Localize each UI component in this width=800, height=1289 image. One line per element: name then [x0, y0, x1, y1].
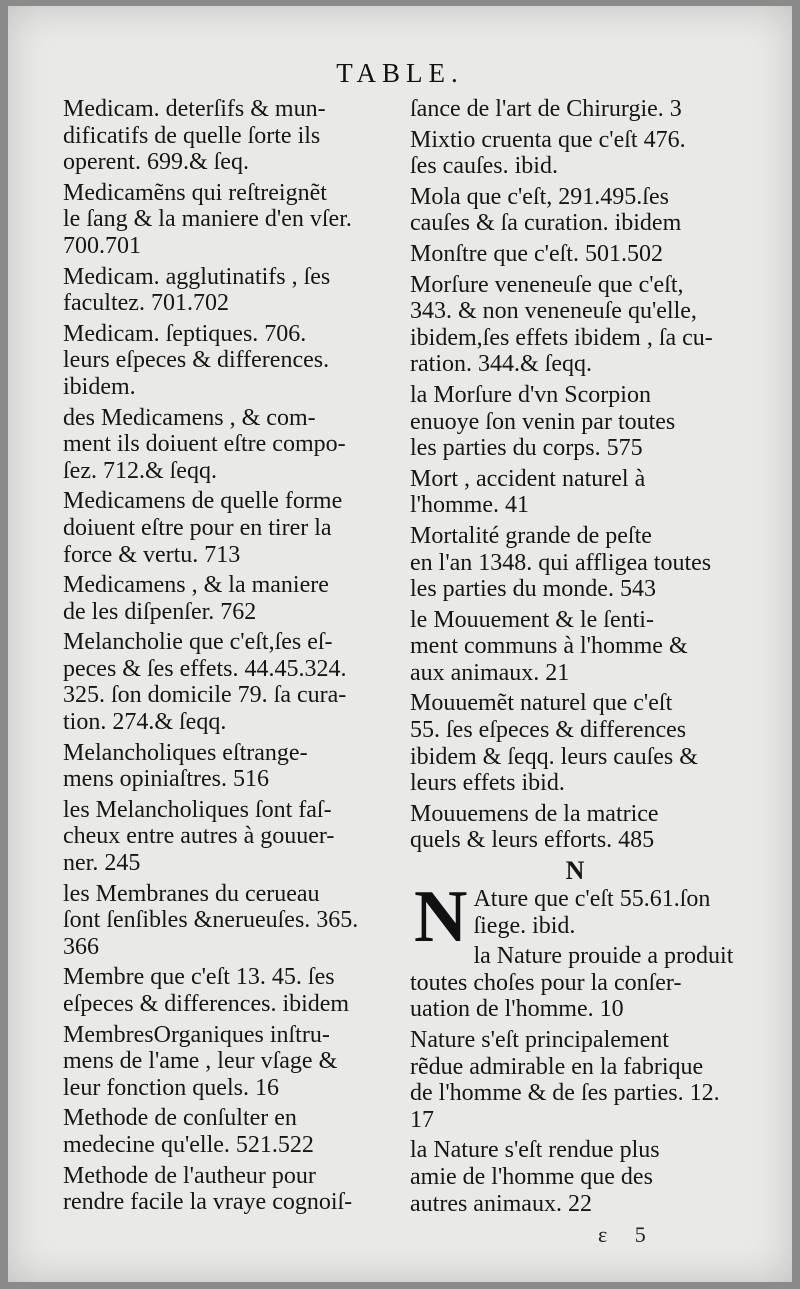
entry-line: Membre que c'eſt 13. 45. ſes	[63, 964, 335, 991]
entry-line: ſez. 712.& ſeqq.	[63, 457, 217, 484]
entry-line: 325. ſon domicile 79. ſa cura-	[63, 682, 347, 709]
entry-line: toutes choſes pour la conſer-	[410, 969, 682, 996]
entry-line: facultez. 701.702	[63, 290, 229, 317]
entry-line: Methode de conſulter en	[63, 1105, 297, 1132]
entry-line: ſiege. ibid.	[473, 912, 576, 939]
entry-line: cauſes & ſa curation. ibidem	[410, 210, 682, 237]
index-entry	[410, 184, 740, 237]
entry-line: rẽdue admirable en la fabrique	[410, 1053, 704, 1080]
index-entry	[63, 740, 403, 793]
entry-line: les Melancholiques ſont faſ-	[63, 796, 332, 823]
entry-line: Nature s'eſt principalement	[410, 1027, 669, 1053]
entry-line: MembresOrganiques inſtru-	[63, 1021, 330, 1048]
entry-line: cheux entre autres à gouuer-	[63, 823, 335, 850]
index-entry	[63, 96, 403, 176]
book-page	[8, 6, 792, 1282]
entry-line: enuoye ſon venin par toutes	[410, 408, 676, 435]
signature-mark	[598, 1222, 668, 1248]
entry-line: 55. ſes eſpeces & differences	[410, 717, 687, 744]
index-entry	[410, 690, 740, 796]
entry-line: quels & leurs efforts. 485	[410, 827, 655, 854]
signature-number: 5	[634, 1222, 646, 1247]
entry-line: la Nature s'eſt rendue plus	[410, 1137, 660, 1164]
entry-line: tion. 274.& ſeqq.	[63, 709, 227, 736]
index-column-left	[63, 96, 403, 1220]
entry-line: ner. 245	[63, 850, 141, 877]
entry-line: Morſure veneneuſe que c'eſt,	[410, 271, 684, 298]
entry-line: ment communs à l'homme &	[410, 633, 688, 660]
index-column-right	[410, 96, 740, 1221]
entry-line: ſance de l'art de Chirurgie. 3	[410, 96, 682, 122]
entry-line: ſont ſenſibles &nerueuſes. 365.	[63, 907, 359, 934]
index-entry	[63, 881, 403, 961]
entry-line: Mola que c'eſt, 291.495.ſes	[410, 183, 669, 210]
entry-line: Mouuemẽt naturel que c'eſt	[410, 690, 673, 717]
entry-line: la Morſure d'vn Scorpion	[410, 381, 651, 408]
index-entry	[410, 241, 740, 268]
entry-line: eſpeces & differences. ibidem	[63, 991, 350, 1017]
entry-line: aux animaux. 21	[410, 659, 570, 686]
entry-line: Medicam. deterſifs & mun-	[63, 96, 326, 122]
entry-line: operent. 699.& ſeq.	[63, 149, 249, 176]
entry-line: les parties du monde. 543	[410, 576, 656, 603]
entry-line: ſes cauſes. ibid.	[410, 153, 558, 180]
entry-line: ment ils doiuent eſtre compo-	[63, 431, 346, 458]
entry-line: Medicamens , & la maniere	[63, 572, 329, 599]
entry-line: Melancholie que c'eſt,ſes eſ-	[63, 629, 333, 656]
section-letter: N	[565, 856, 585, 886]
entry-line: 17	[410, 1106, 434, 1133]
index-group-m	[410, 96, 740, 854]
entry-line: Mort , accident naturel à	[410, 465, 646, 492]
index-entry	[410, 1137, 740, 1217]
entry-line: amie de l'homme que des	[410, 1163, 653, 1190]
entry-line: 343. & non veneneuſe qu'elle,	[410, 298, 697, 325]
entry-line: Medicamens de quelle forme	[63, 488, 343, 515]
entry-line: ibidem.	[63, 373, 136, 400]
index-entry	[63, 405, 403, 485]
entry-line: medecine qu'elle. 521.522	[63, 1131, 314, 1158]
entry-line: en l'an 1348. qui affligea toutes	[410, 549, 712, 576]
entry-line: leur fonction quels. 16	[63, 1074, 279, 1101]
entry-line: la Nature prouide a produit	[473, 943, 734, 970]
signature-letter: ε	[598, 1222, 608, 1247]
entry-line: Medicamẽns qui reſtreignẽt	[63, 179, 327, 206]
entry-line: l'homme. 41	[410, 492, 529, 519]
index-entry	[410, 127, 740, 180]
index-entry	[410, 272, 740, 378]
index-entry	[410, 607, 740, 687]
entry-line: les parties du corps. 575	[410, 435, 643, 462]
entry-line: Methode de l'autheur pour	[63, 1162, 316, 1189]
entry-line: dificatifs de quelle ſorte ils	[63, 122, 321, 149]
index-entry	[410, 1027, 740, 1133]
index-entry	[410, 382, 740, 462]
index-entry	[63, 1022, 403, 1102]
entry-line: le ſang & la maniere d'en vſer.	[63, 206, 352, 233]
index-entry	[63, 572, 403, 625]
entry-line: mens opiniaſtres. 516	[63, 766, 269, 793]
index-entry	[410, 523, 740, 603]
entry-line: de l'homme & de ſes parties. 12.	[410, 1080, 720, 1107]
index-entry	[63, 964, 403, 1017]
entry-line: Monſtre que c'eſt. 501.502	[410, 240, 663, 267]
index-entry	[63, 629, 403, 735]
entry-line: peces & ſes effets. 44.45.324.	[63, 655, 347, 682]
entry-line: force & vertu. 713	[63, 541, 241, 568]
entry-line: ibidem & ſeqq. leurs cauſes &	[410, 743, 698, 770]
entry-line: Medicam. agglutinatifs , ſes	[63, 263, 331, 290]
index-entry	[63, 797, 403, 877]
entry-line: Mixtio cruenta que c'eſt 476.	[410, 126, 686, 153]
drop-cap: N	[414, 876, 468, 959]
entry-line: Medicam. ſeptiques. 706.	[63, 320, 307, 347]
page-title: TABLE.	[336, 58, 464, 88]
index-entry	[63, 321, 403, 401]
entry-line: de les diſpenſer. 762	[63, 598, 257, 625]
index-entry	[410, 801, 740, 854]
entry-line: rendre facile la vraye cognoiſ-	[63, 1189, 353, 1216]
index-entry	[410, 96, 740, 123]
entry-line: 366	[63, 933, 99, 960]
index-entry	[63, 264, 403, 317]
entry-line: Mortalité grande de peſte	[410, 522, 652, 549]
index-group-n	[410, 876, 740, 1217]
index-entry	[63, 1105, 403, 1158]
index-entry	[410, 466, 740, 519]
entry-line: leurs effets ibid.	[410, 770, 565, 797]
entry-line: Mouuemens de la matrice	[410, 800, 659, 827]
entry-line: ration. 344.& ſeqq.	[410, 351, 592, 378]
entry-line: autres animaux. 22	[410, 1190, 592, 1217]
entry-line: les Membranes du cerueau	[63, 880, 320, 907]
entry-line: ibidem,ſes effets ibidem , ſa cu-	[410, 324, 713, 351]
entry-line: doiuent eſtre pour en tirer la	[63, 514, 332, 541]
entry-line: leurs eſpeces & differences.	[63, 347, 330, 374]
entry-line: des Medicamens , & com-	[63, 404, 316, 431]
entry-line: uation de l'homme. 10	[410, 996, 624, 1023]
index-entry	[63, 488, 403, 568]
entry-line: Melancholiques eſtrange-	[63, 739, 308, 766]
entry-line: le Mouuement & le ſenti-	[410, 606, 654, 633]
entry-line: Ature que c'eſt 55.61.ſon	[473, 886, 711, 913]
index-entry	[63, 180, 403, 260]
index-entry	[63, 1163, 403, 1216]
entry-line: mens de l'ame , leur vſage &	[63, 1048, 338, 1075]
entry-line: 700.701	[63, 232, 141, 259]
